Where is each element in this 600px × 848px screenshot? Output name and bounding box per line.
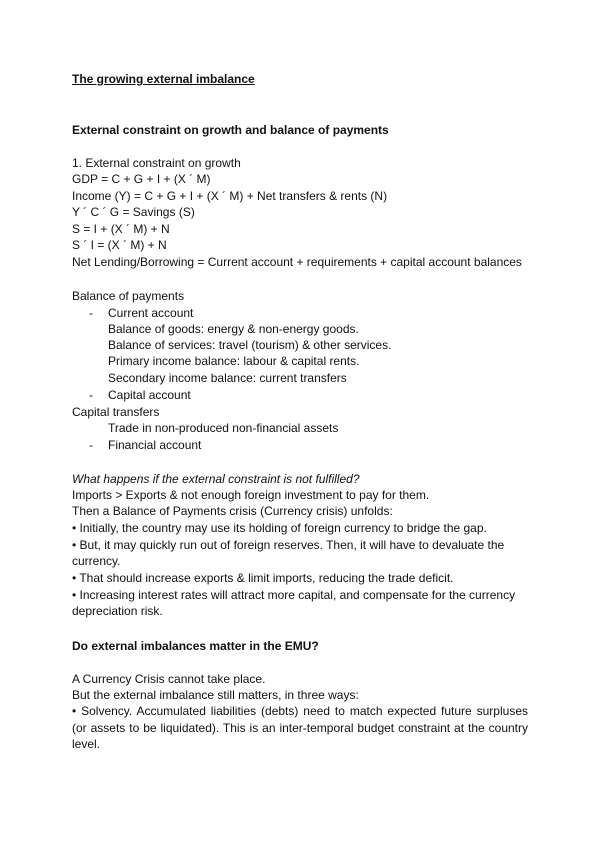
equation-line: Income (Y) = C + G + I + (X ´ M) + Net transfers & rents (N) — [72, 189, 388, 203]
equation-line: S = I + (X ´ M) + N — [72, 222, 170, 236]
bop-heading: Balance of payments — [72, 289, 185, 303]
bullet-line: • Initially, the country may use its holding of foreign currency to bridge the gap. — [72, 521, 487, 535]
section-heading-external-constraint: External constraint on growth and balance of payments — [72, 123, 389, 137]
list-dash: - — [89, 306, 93, 320]
paragraph-line: A Currency Crisis cannot take place. — [72, 672, 266, 686]
subsection-heading: 1. External constraint on growth — [72, 156, 241, 170]
current-item: Balance of services: travel (tourism) & other services. — [108, 338, 392, 352]
list-dash: - — [89, 388, 93, 402]
trade-nonproduced-item: Trade in non-produced non-financial assets — [108, 421, 339, 435]
list-item-financial-account: Financial account — [108, 438, 202, 452]
equation-line: Net Lending/Borrowing = Current account + requirements + capital account balances — [72, 255, 522, 269]
current-item: Secondary income balance: current transfers — [108, 371, 347, 385]
bullet-line-continued: currency. — [72, 554, 121, 568]
current-item: Balance of goods: energy & non-energy goods. — [108, 322, 359, 336]
capital-transfers-label: Capital transfers — [72, 405, 160, 419]
equation-line: GDP = C + G + I + (X ´ M) — [72, 172, 211, 186]
bullet-line: • But, it may quickly run out of foreign reserves. Then, it will have to devaluate the — [72, 538, 505, 552]
list-item-current-account: Current account — [108, 306, 194, 320]
solvency-paragraph: • Solvency. Accumulated liabilities (debts) need to match expected future surpluses (or assets to be liquidated). This is an inter-temporal budget constraint at the country level. — [72, 704, 528, 751]
paragraph-line: But the external imbalance still matters, in three ways: — [72, 688, 359, 702]
current-item: Primary income balance: labour & capital rents. — [108, 354, 360, 368]
list-item-capital-account: Capital account — [108, 388, 191, 402]
list-dash: - — [89, 438, 93, 452]
bullet-line-continued: depreciation risk. — [72, 604, 163, 618]
bullet-line: • Increasing interest rates will attract more capital, and compensate for the currency — [72, 588, 516, 602]
paragraph-line: Imports > Exports & not enough foreign investment to pay for them. — [72, 488, 430, 502]
bullet-line: • That should increase exports & limit imports, reducing the trade deficit. — [72, 571, 454, 585]
constraint-question: What happens if the external constraint is not fulfilled? — [72, 472, 360, 486]
document-title: The growing external imbalance — [72, 72, 255, 86]
equation-line: S ´ I = (X ´ M) + N — [72, 238, 167, 252]
paragraph-line: Then a Balance of Payments crisis (Currency crisis) unfolds: — [72, 504, 393, 518]
equation-line: Y ´ C ´ G = Savings (S) — [72, 205, 195, 219]
section-heading-emu: Do external imbalances matter in the EMU? — [72, 639, 319, 653]
